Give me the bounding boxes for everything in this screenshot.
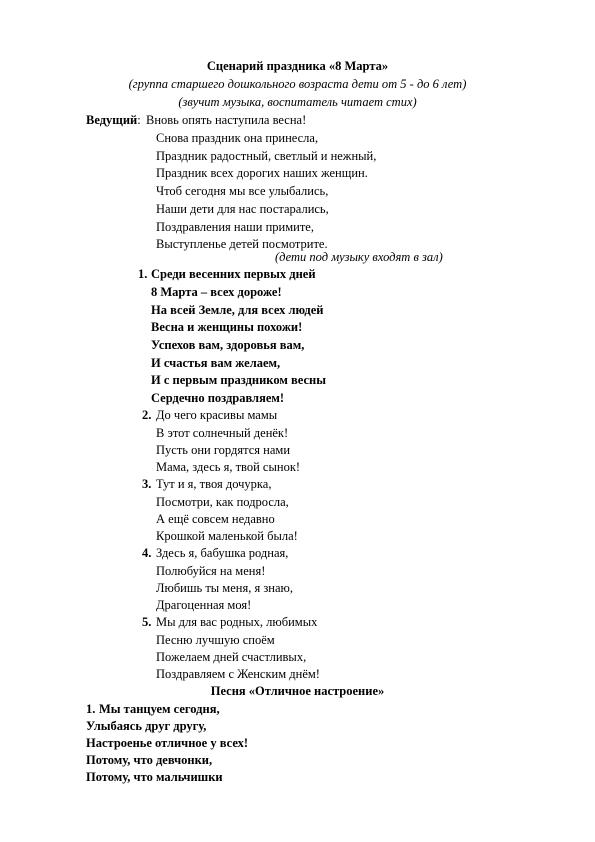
verse5-line: Поздравляем с Женским днём! xyxy=(156,667,320,681)
verse1-number: 1. xyxy=(138,267,148,281)
host-line: Праздник радостный, светлый и нежный, xyxy=(156,149,377,163)
document-title: Сценарий праздника «8 Марта» xyxy=(206,59,389,73)
verse1-line: И счастья вам желаем, xyxy=(151,356,281,370)
verse5-line: Пожелаем дней счастливых, xyxy=(156,650,307,664)
verse2-line: Мама, здесь я, твой сынок! xyxy=(156,460,301,474)
verse5-line: Песню лучшую споём xyxy=(156,633,275,647)
verse2-line: В этот солнечный денёк! xyxy=(156,426,289,440)
verse4-line: Полюбуйся на меня! xyxy=(156,564,266,578)
host-line: Поздравления наши примите, xyxy=(156,220,314,234)
verse3-line: Крошкой маленькой была! xyxy=(156,529,298,543)
verse1-line: Весна и женщины похожи! xyxy=(151,320,303,334)
host-line: Праздник всех дорогих наших женщин. xyxy=(156,166,368,180)
verse1-line: Успехов вам, здоровья вам, xyxy=(151,338,305,352)
host-label: Ведущий: xyxy=(86,113,141,127)
verse1-line: И с первым праздником весны xyxy=(151,373,326,387)
verse4-line: Любишь ты меня, я знаю, xyxy=(156,581,293,595)
verse1-line: Среди весенних первых дней xyxy=(151,267,316,281)
host-line: Снова праздник она принесла, xyxy=(156,131,319,145)
verse3-line: Посмотри, как подросла, xyxy=(156,495,289,509)
verse4-line: Драгоценная моя! xyxy=(156,598,252,612)
verse5-number: 5. xyxy=(142,615,152,629)
song-title: Песня «Отличное настроение» xyxy=(210,684,385,698)
song-line: Потому, что мальчишки xyxy=(86,770,223,784)
song-verse-number: 1. xyxy=(86,702,96,716)
host-line: Выступленье детей посмотрите. xyxy=(156,237,328,251)
verse2-line: До чего красивы мамы xyxy=(156,408,278,422)
song-line: Потому, что девчонки, xyxy=(86,753,213,767)
verse1-line: Сердечно поздравляем! xyxy=(151,391,285,405)
song-line: Улыбаясь друг другу, xyxy=(86,719,207,733)
verse4-line: Здесь я, бабушка родная, xyxy=(156,546,289,560)
host-line: Наши дети для нас постарались, xyxy=(156,202,329,216)
song-line: Мы танцуем сегодня, xyxy=(99,702,220,716)
host-line: Вновь опять наступила весна! xyxy=(146,113,307,127)
verse1-line: 8 Марта – всех дороже! xyxy=(151,285,282,299)
verse3-number: 3. xyxy=(142,477,152,491)
verse5-line: Мы для вас родных, любимых xyxy=(156,615,318,629)
subtitle-direction: (звучит музыка, воспитатель читает стих) xyxy=(178,95,417,109)
verse4-number: 4. xyxy=(142,546,152,560)
verse1-line: На всей Земле, для всех людей xyxy=(151,303,324,317)
verse2-number: 2. xyxy=(142,408,152,422)
verse2-line: Пусть они гордятся нами xyxy=(156,443,291,457)
stage-direction: (дети под музыку входят в зал) xyxy=(275,250,443,264)
host-line: Чтоб сегодня мы все улыбались, xyxy=(156,184,329,198)
verse3-line: А ещё совсем недавно xyxy=(156,512,275,526)
verse3-line: Тут и я, твоя дочурка, xyxy=(156,477,272,491)
subtitle-group: (группа старшего дошкольного возраста дети от 5 - до 6 лет) xyxy=(128,77,467,91)
song-line: Настроенье отличное у всех! xyxy=(86,736,249,750)
